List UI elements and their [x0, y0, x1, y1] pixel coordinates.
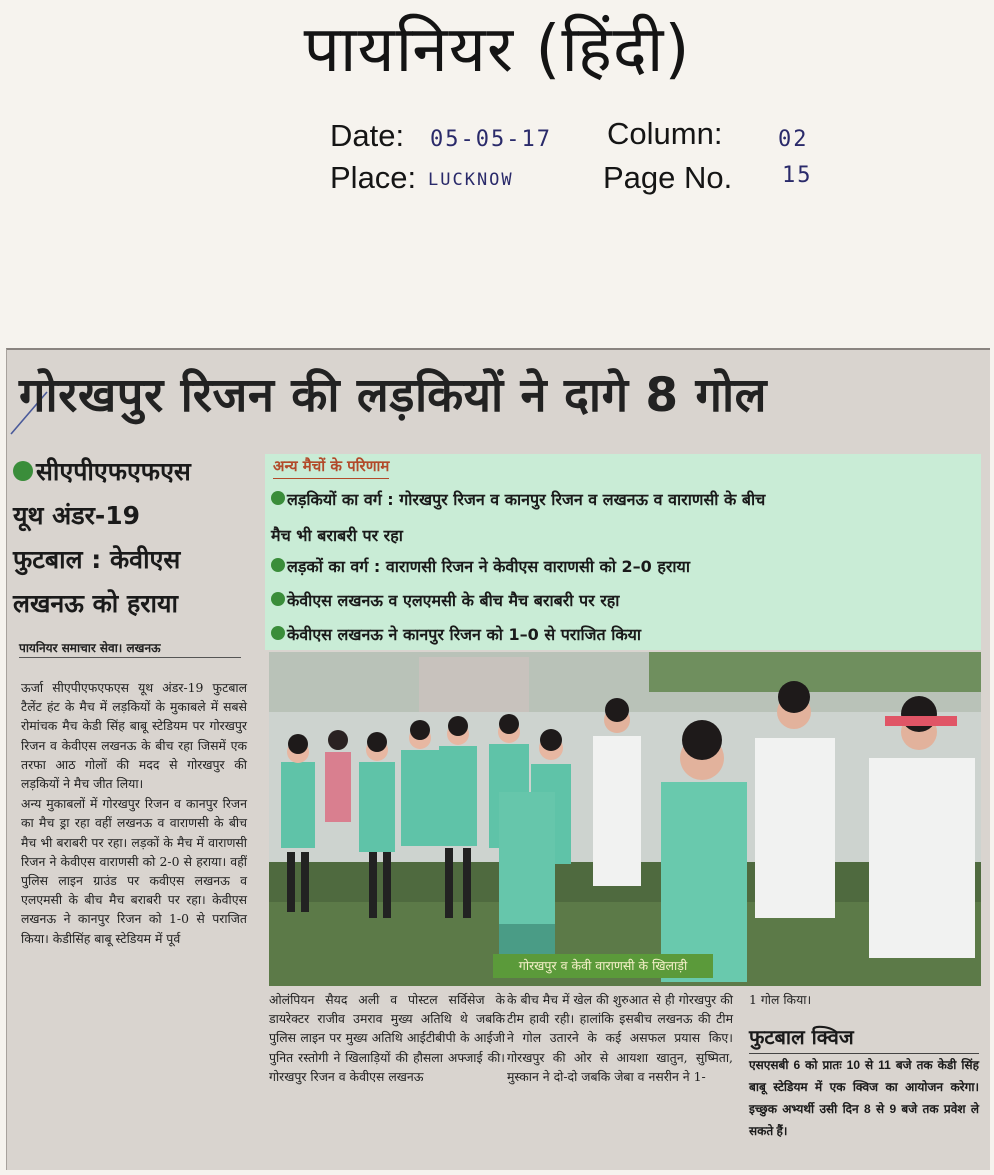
article-subheadline: [13, 450, 249, 626]
result-item: लड़कियों का वर्ग : गोरखपुर रिजन व कानपुर रिजन व लखनऊ व वाराणसी के बीच: [271, 490, 971, 510]
match-photo: [269, 652, 981, 986]
article-column-1: [21, 678, 247, 948]
result-item: मैच भी बराबरी पर रहा: [271, 526, 403, 545]
article-column-2: ओलंपियन सैयद अली व पोस्टल सर्विसेज के डायरेक्टर राजीव उमराव मुख्य अतिथि थे जबकि पुलिस लाइन पर मुख्य अतिथि आईटीबीपी के आईजी पुनित रस्तोगी ने खिलाड़ियों की हौसला अफ्जाई की। गोरखपुर रिजन व केवीएस लखनऊ: [269, 992, 505, 1084]
photo-caption: गोरखपुर व केवी वाराणसी के खिलाड़ी: [493, 954, 713, 978]
page-value: 15: [782, 163, 813, 188]
quiz-title: फुटबाल क्विज: [749, 1025, 854, 1050]
subheadline-line: लखनऊ को हराया: [13, 589, 178, 618]
date-label: Date:: [330, 118, 405, 153]
quiz-text: एसएसबी 6 को प्रातः 10 से 11 बजे तक केडी सिंह बाबू स्टेडियम में एक क्विज का आयोजन करेगा। इच्छुक अभ्यर्थी उसी दिन 8 से 9 बजे तक प्रवेश ले सकते हैं।: [749, 1058, 979, 1139]
subheadline-line: यूथ अंडर-19: [13, 501, 141, 530]
bullet-icon: [271, 491, 285, 505]
newspaper-clipping: [6, 348, 990, 1170]
place-value: LUCKNOW: [428, 170, 514, 190]
results-box: [265, 454, 981, 650]
bullet-icon: [13, 461, 33, 481]
byline: पायनियर समाचार सेवा। लखनऊ: [19, 640, 241, 658]
column-4-text: 1 गोल किया।: [749, 992, 812, 1007]
subheadline-line: फुटबाल : केवीएस: [13, 545, 181, 574]
results-title: अन्य मैचों के परिणाम: [273, 454, 389, 479]
publication-title: पायनियर (हिंदी): [303, 13, 691, 87]
bullet-icon: [271, 592, 285, 606]
article-column-4: [749, 990, 979, 1142]
article-headline: गोरखपुर रिजन की लड़कियों ने दागे 8 गोल: [19, 368, 767, 423]
result-item: केवीएस लखनऊ व एलएमसी के बीच मैच बराबरी पर रहा: [271, 591, 971, 611]
subheadline-line: सीएपीएफएफएस: [13, 450, 249, 494]
result-item: लड़कों का वर्ग : वाराणसी रिजन ने केवीएस वाराणसी को 2–0 हराया: [271, 557, 971, 577]
column-value: 02: [778, 127, 809, 152]
bullet-icon: [271, 558, 285, 572]
paragraph: ऊर्जा सीएपीएफएफएस यूथ अंडर-19 फुटबाल टैलेंट हंट के मैच में लड़कियों के मुकाबले में सबसे रोमांचक मैच केडी सिंह बाबू स्टेडियम पर गोरखपुर रिजन व केवीएस लखनऊ के बीच रहा जिसमें एक तरफा आठ गोलों की मदद से गोरखपुर की लड़कियों ने मैच जीत लिया।: [21, 680, 247, 792]
place-label: Place:: [330, 160, 417, 195]
article-column-3: के बीच मैच में खेल की शुरुआत से ही गोरखपुर की टीम हावी रही। हालांकि इसबीच लखनऊ की टीम ने गोल उतारने के कई असफल प्रयास किए। गोरखपुर की ओर से आयशा खातुन, सुष्मिता, मुस्कान ने दो-दो जबकि जेबा व नसरीन ने 1-: [507, 992, 733, 1084]
date-value: 05-05-17: [430, 127, 552, 152]
bullet-icon: [271, 626, 285, 640]
paragraph: अन्य मुकाबलों में गोरखपुर रिजन व कानपुर रिजन का मैच ड्रा रहा वहीं लखनऊ व वाराणसी के बीच मैच भी बराबरी पर रहा। लड़कों के मैच में वाराणसी रिजन ने केवीएस वाराणसी को 2-0 से हराया। वहीं पुलिस लाइन ग्राउंड पर कवीएस लखनऊ व एलएमसी के बीच मैच बराबरी पर रहा। केवीएस लखनऊ ने कानपुर रिजन को 1-0 से पराजित किया। केडीसिंह बाबू स्टेडियम में पूर्व: [21, 796, 247, 946]
column-label: Column:: [607, 116, 723, 151]
result-item: केवीएस लखनऊ ने कानपुर रिजन को 1–0 से पराजित किया: [271, 625, 971, 645]
page-label: Page No.: [603, 160, 733, 195]
players-photo-illustration: [269, 652, 981, 986]
